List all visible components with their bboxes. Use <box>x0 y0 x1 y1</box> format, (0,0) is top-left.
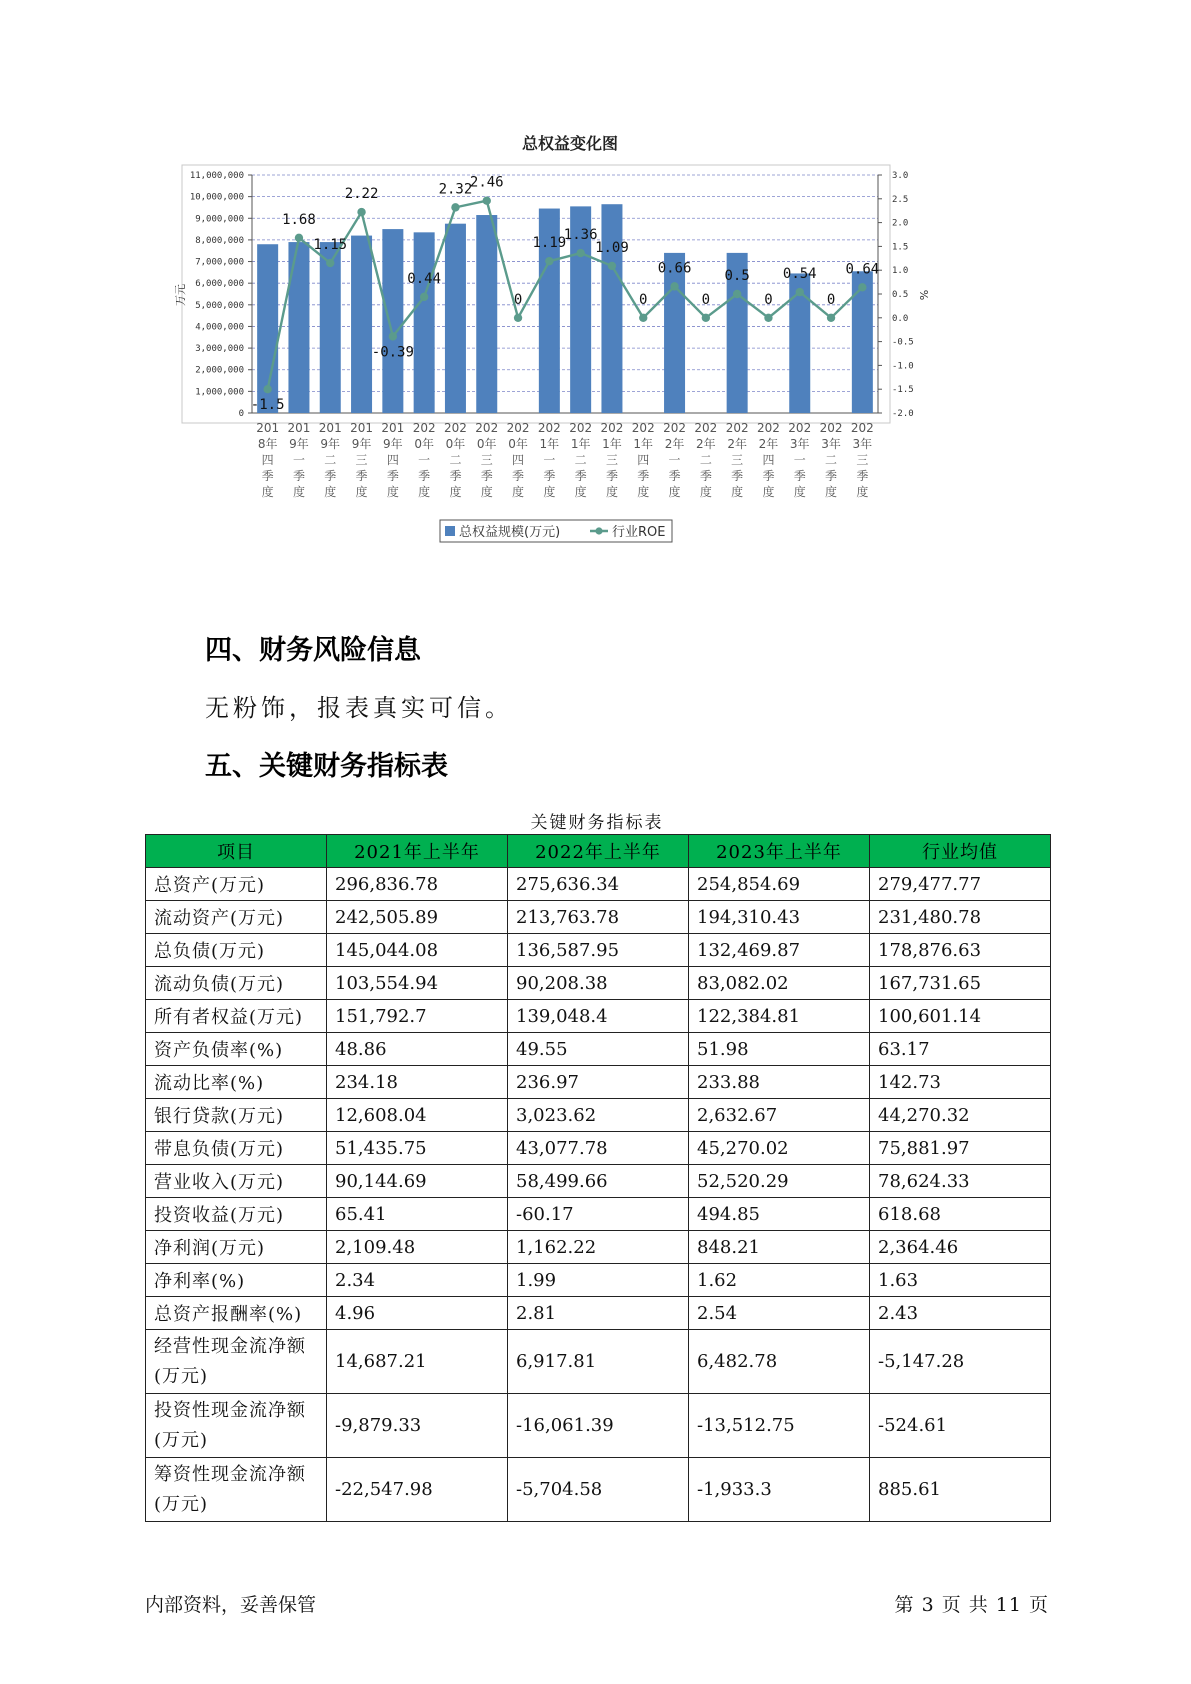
row-value: 275,636.34 <box>508 868 689 901</box>
y-tick-label: 7,000,000 <box>195 257 244 268</box>
roe-data-label: -1.5 <box>250 397 285 414</box>
row-label: 流动资产(万元) <box>146 901 327 934</box>
row-value: 45,270.02 <box>689 1132 870 1165</box>
y2-tick-label: 1.5 <box>892 242 909 253</box>
y-tick-label: 10,000,000 <box>189 192 244 203</box>
row-value: -5,147.28 <box>870 1330 1051 1394</box>
roe-point <box>608 262 616 270</box>
table-row <box>146 1000 1051 1033</box>
bar <box>664 253 685 413</box>
row-value: 142.73 <box>870 1066 1051 1099</box>
row-value: 43,077.78 <box>508 1132 689 1165</box>
row-value: 2.34 <box>327 1264 508 1297</box>
roe-data-label: 2.46 <box>469 174 504 191</box>
risk-text: 无粉饰，报表真实可信。 <box>205 694 513 722</box>
header-2023h1: 2023年上半年 <box>689 835 870 868</box>
roe-point <box>514 314 522 322</box>
table-row <box>146 934 1051 967</box>
row-label: 筹资性现金流净额(万元) <box>146 1458 327 1522</box>
roe-point <box>420 293 428 301</box>
roe-data-label: 2.32 <box>438 181 473 198</box>
x-tick-label: 201 9年二季度 <box>318 421 342 499</box>
y-tick-label: 1,000,000 <box>195 387 244 398</box>
bar <box>601 204 622 413</box>
row-label: 总负债(万元) <box>146 934 327 967</box>
row-label: 总资产(万元) <box>146 868 327 901</box>
row-value: 234.18 <box>327 1066 508 1099</box>
x-tick-label: 202 0年一季度 <box>412 421 436 499</box>
row-label: 流动比率(%) <box>146 1066 327 1099</box>
roe-data-label: 0 <box>826 291 836 308</box>
row-value: 139,048.4 <box>508 1000 689 1033</box>
row-label: 带息负债(万元) <box>146 1132 327 1165</box>
table-caption: 关键财务指标表 <box>530 813 664 833</box>
y2-tick-label: 0.5 <box>892 290 909 300</box>
roe-data-label: 0 <box>764 291 773 308</box>
y2-tick-label: -1.5 <box>892 385 914 396</box>
y2-tick-label: 1.0 <box>892 266 909 277</box>
row-value: 2.54 <box>689 1297 870 1330</box>
x-tick-label: 202 3年二季度 <box>819 421 843 499</box>
row-value: -22,547.98 <box>327 1458 508 1522</box>
x-tick-label: 202 1年一季度 <box>537 421 561 499</box>
row-value: 6,917.81 <box>508 1330 689 1394</box>
row-value: 52,520.29 <box>689 1165 870 1198</box>
row-value: -9,879.33 <box>327 1394 508 1458</box>
row-value: 90,144.69 <box>327 1165 508 1198</box>
table-row <box>146 1066 1051 1099</box>
table-row <box>146 967 1051 1000</box>
row-value: 75,881.97 <box>870 1132 1051 1165</box>
row-value: 231,480.78 <box>870 901 1051 934</box>
roe-point <box>263 385 271 393</box>
y2-tick-label: 0.0 <box>892 313 909 324</box>
x-tick-label: 201 9年一季度 <box>287 421 311 499</box>
roe-data-label: 0.54 <box>782 266 817 283</box>
table-row <box>146 1458 1051 1522</box>
row-value: 213,763.78 <box>508 901 689 934</box>
roe-data-label: 0.5 <box>724 268 750 284</box>
row-value: 132,469.87 <box>689 934 870 967</box>
row-value: 2.81 <box>508 1297 689 1330</box>
roe-point <box>796 288 804 296</box>
table-row <box>146 1394 1051 1458</box>
x-tick-label: 202 1年四季度 <box>631 421 655 499</box>
x-tick-label: 201 8年四季度 <box>256 421 280 499</box>
roe-data-label: 1.68 <box>282 211 316 228</box>
row-value: 103,554.94 <box>327 967 508 1000</box>
row-value: 1,162.22 <box>508 1231 689 1264</box>
footer-page-number: 第 3 页 共 11 页 <box>894 1594 1049 1616</box>
x-tick-label: 202 2年四季度 <box>756 421 780 499</box>
row-value: 178,876.63 <box>870 934 1051 967</box>
row-label: 经营性现金流净额(万元) <box>146 1330 327 1394</box>
row-value: 136,587.95 <box>508 934 689 967</box>
y-tick-label: 9,000,000 <box>195 214 244 225</box>
roe-data-label: 2.22 <box>344 186 379 203</box>
equity-chart-svg <box>170 130 970 595</box>
risk-heading: 四、财务风险信息 <box>205 635 421 666</box>
table-row <box>146 868 1051 901</box>
row-value: 2,364.46 <box>870 1231 1051 1264</box>
y-tick-label: 6,000,000 <box>195 279 244 290</box>
kfi-heading: 五、关键财务指标表 <box>205 751 448 782</box>
row-value: 145,044.08 <box>327 934 508 967</box>
row-value: -524.61 <box>870 1394 1051 1458</box>
roe-data-label: -0.39 <box>371 344 414 361</box>
table-row <box>146 1231 1051 1264</box>
y2-tick-label: 2.0 <box>892 218 909 229</box>
y-tick-label: 3,000,000 <box>195 344 244 355</box>
y2-tick-label: -0.5 <box>892 337 914 348</box>
roe-point <box>670 282 678 290</box>
row-value: 122,384.81 <box>689 1000 870 1033</box>
legend-line-marker <box>595 527 602 534</box>
row-label: 流动负债(万元) <box>146 967 327 1000</box>
row-value: 167,731.65 <box>870 967 1051 1000</box>
roe-point <box>576 249 584 257</box>
row-value: -60.17 <box>508 1198 689 1231</box>
equity-chart <box>170 130 970 595</box>
legend-line-label: 行业ROE <box>612 525 666 540</box>
roe-point <box>733 290 741 298</box>
y2-tick-label: -1.0 <box>892 361 914 372</box>
table-row <box>146 1033 1051 1066</box>
roe-point <box>639 314 647 322</box>
row-value: 233.88 <box>689 1066 870 1099</box>
row-value: 2.43 <box>870 1297 1051 1330</box>
row-value: 194,310.43 <box>689 901 870 934</box>
footer-confidential: 内部资料，妥善保管 <box>145 1594 317 1616</box>
roe-point <box>295 234 303 242</box>
y2-tick-label: -2.0 <box>892 409 914 419</box>
row-label: 投资收益(万元) <box>146 1198 327 1231</box>
row-value: 3,023.62 <box>508 1099 689 1132</box>
row-label: 所有者权益(万元) <box>146 1000 327 1033</box>
row-value: 236.97 <box>508 1066 689 1099</box>
x-tick-label: 202 1年二季度 <box>569 421 593 499</box>
row-value: -5,704.58 <box>508 1458 689 1522</box>
roe-data-label: 1.19 <box>532 235 567 252</box>
row-value: 1.99 <box>508 1264 689 1297</box>
x-tick-label: 202 0年四季度 <box>506 421 530 499</box>
x-tick-label: 202 3年一季度 <box>788 421 812 499</box>
roe-data-label: 0.64 <box>845 261 880 278</box>
row-label: 净利率(%) <box>146 1264 327 1297</box>
row-value: 242,505.89 <box>327 901 508 934</box>
row-value: 63.17 <box>870 1033 1051 1066</box>
header-2022h1: 2022年上半年 <box>508 835 689 868</box>
row-label: 资产负债率(%) <box>146 1033 327 1066</box>
y-tick-label: 8,000,000 <box>195 235 244 246</box>
row-label: 总资产报酬率(%) <box>146 1297 327 1330</box>
table-row <box>146 1132 1051 1165</box>
x-tick-label: 202 2年一季度 <box>663 421 687 499</box>
y2-tick-label: 3.0 <box>892 171 909 181</box>
row-value: 90,208.38 <box>508 967 689 1000</box>
row-label: 净利润(万元) <box>146 1231 327 1264</box>
table-row <box>146 1264 1051 1297</box>
table-row <box>146 1297 1051 1330</box>
roe-point <box>357 208 365 216</box>
x-tick-label: 201 9年四季度 <box>381 421 405 499</box>
roe-data-label: 1.36 <box>563 227 598 244</box>
roe-data-label: 0 <box>639 291 648 308</box>
row-value: 151,792.7 <box>327 1000 508 1033</box>
roe-point <box>389 332 397 340</box>
row-value: 885.61 <box>870 1458 1051 1522</box>
roe-data-label: 0.44 <box>407 270 442 287</box>
legend-bar-swatch <box>445 526 455 536</box>
y-tick-label: 4,000,000 <box>195 322 244 333</box>
x-tick-label: 202 1年三季度 <box>600 421 624 499</box>
roe-point <box>451 203 459 211</box>
roe-point <box>483 197 491 205</box>
row-value: 1.63 <box>870 1264 1051 1297</box>
table-row <box>146 1330 1051 1394</box>
bar <box>414 232 435 413</box>
row-value: 51.98 <box>689 1033 870 1066</box>
x-tick-label: 202 0年三季度 <box>475 421 499 499</box>
bar <box>351 236 372 413</box>
y-tick-label: 2,000,000 <box>195 365 244 376</box>
table-row <box>146 1165 1051 1198</box>
table-row <box>146 901 1051 934</box>
row-value: 618.68 <box>870 1198 1051 1231</box>
row-value: 2,109.48 <box>327 1231 508 1264</box>
y2-tick-label: 2.5 <box>892 194 909 205</box>
row-value: -16,061.39 <box>508 1394 689 1458</box>
legend-bar-label: 总权益规模(万元) <box>459 525 561 540</box>
roe-point <box>702 314 710 322</box>
row-value: 296,836.78 <box>327 868 508 901</box>
row-label: 银行贷款(万元) <box>146 1099 327 1132</box>
table-header-row <box>146 835 1051 868</box>
table-row <box>146 1198 1051 1231</box>
row-value: 48.86 <box>327 1033 508 1066</box>
y-tick-label: 11,000,000 <box>189 171 244 181</box>
row-value: 83,082.02 <box>689 967 870 1000</box>
roe-data-label: 0 <box>513 291 523 308</box>
row-value: 254,854.69 <box>689 868 870 901</box>
row-value: 4.96 <box>327 1297 508 1330</box>
roe-data-label: 1.15 <box>313 237 348 254</box>
row-value: 44,270.32 <box>870 1099 1051 1132</box>
y2-axis-title: % <box>917 289 930 301</box>
bar <box>476 215 497 413</box>
table-row <box>146 1099 1051 1132</box>
row-value: 279,477.77 <box>870 868 1051 901</box>
roe-point <box>827 314 835 322</box>
bar <box>445 224 466 413</box>
y-axis-title: 万元 <box>174 284 187 306</box>
roe-data-label: 0.66 <box>657 260 692 277</box>
row-value: 100,601.14 <box>870 1000 1051 1033</box>
roe-data-label: 1.09 <box>595 239 629 256</box>
row-value: 49.55 <box>508 1033 689 1066</box>
bar <box>320 242 341 413</box>
x-tick-label: 202 2年二季度 <box>694 421 718 499</box>
header-item: 项目 <box>146 835 327 868</box>
row-value: -13,512.75 <box>689 1394 870 1458</box>
row-value: 494.85 <box>689 1198 870 1231</box>
x-tick-label: 201 9年三季度 <box>350 421 374 499</box>
roe-point <box>764 314 772 322</box>
y-tick-label: 0 <box>238 409 244 419</box>
row-value: 51,435.75 <box>327 1132 508 1165</box>
bar <box>382 229 403 413</box>
x-tick-label: 202 2年三季度 <box>725 421 749 499</box>
row-value: 78,624.33 <box>870 1165 1051 1198</box>
row-value: 14,687.21 <box>327 1330 508 1394</box>
bar <box>852 271 873 413</box>
row-value: 65.41 <box>327 1198 508 1231</box>
row-value: -1,933.3 <box>689 1458 870 1522</box>
row-value: 6,482.78 <box>689 1330 870 1394</box>
y-tick-label: 5,000,000 <box>195 300 244 311</box>
row-value: 1.62 <box>689 1264 870 1297</box>
x-tick-label: 202 0年二季度 <box>443 421 467 499</box>
row-value: 12,608.04 <box>327 1099 508 1132</box>
roe-point <box>545 257 553 265</box>
chart-title: 总权益变化图 <box>521 134 619 153</box>
row-value: 2,632.67 <box>689 1099 870 1132</box>
roe-point <box>326 259 334 267</box>
header-industry-avg: 行业均值 <box>870 835 1051 868</box>
roe-point <box>858 283 866 291</box>
header-2021h1: 2021年上半年 <box>327 835 508 868</box>
row-label: 投资性现金流净额(万元) <box>146 1394 327 1458</box>
row-value: 848.21 <box>689 1231 870 1264</box>
row-value: 58,499.66 <box>508 1165 689 1198</box>
roe-data-label: 0 <box>701 291 711 308</box>
x-tick-label: 202 3年三季度 <box>850 421 874 499</box>
row-label: 营业收入(万元) <box>146 1165 327 1198</box>
key-financial-indicators-table <box>145 834 1051 1522</box>
